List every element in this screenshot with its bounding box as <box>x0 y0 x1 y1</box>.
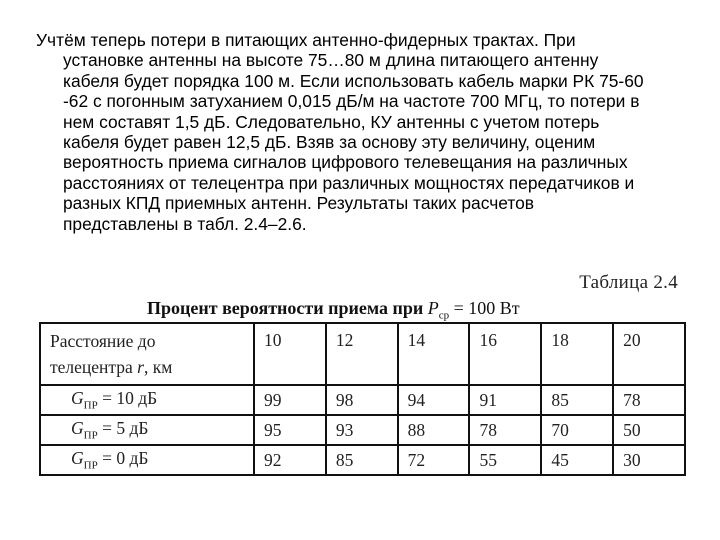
header-label-cell <box>40 323 254 385</box>
row-label-cell <box>40 385 254 415</box>
table-title-symbol: P <box>427 298 439 318</box>
header-label-line2: телецентра <box>50 357 133 377</box>
distance-cell: 16 <box>469 323 541 385</box>
table-title-text: Процент вероятности приема при <box>147 298 424 318</box>
value-cell: 93 <box>326 415 398 445</box>
header-label-unit: , км <box>143 357 173 377</box>
table-header-row <box>40 323 685 385</box>
value-cell: 85 <box>541 385 613 415</box>
distance-cell: 18 <box>541 323 613 385</box>
distance-cell: 10 <box>254 323 326 385</box>
paragraph-line: Учтём теперь потери в питающих антенно-фидерных трактах. При <box>36 30 576 50</box>
row-label-condition: = 5 дБ <box>97 418 149 439</box>
row-label-subscript: ПР <box>83 429 98 442</box>
distance-cell: 12 <box>326 323 398 385</box>
row-label-subscript: ПР <box>83 399 98 412</box>
paragraph-line: представлены в табл. 2.4–2.6. <box>63 213 307 234</box>
value-cell: 70 <box>541 415 613 445</box>
row-label-cell <box>40 445 254 475</box>
value-cell: 95 <box>254 415 326 445</box>
value-cell: 78 <box>469 415 541 445</box>
paragraph-line: -62 с погонным затуханием 0,015 дБ/м на частоте 700 МГц, то потери в <box>63 91 640 112</box>
paragraph-line: расстояниях от телецентра при различных мощностях передатчиков и <box>63 172 635 193</box>
value-cell: 50 <box>613 415 685 445</box>
header-label-var: r <box>137 357 144 377</box>
paragraph-line: кабеля будет равен 12,5 дБ. Взяв за основу эту величину, оценим <box>63 132 596 153</box>
paragraph-line: установке антенны на высоте 75…80 м длина питающего антенну <box>63 50 599 71</box>
value-cell: 92 <box>254 445 326 475</box>
paragraph-line: вероятность приема сигналов цифрового телевещания на различных <box>63 152 628 173</box>
table-title <box>147 298 520 322</box>
value-cell: 91 <box>469 385 541 415</box>
row-label-subscript: ПР <box>83 459 98 472</box>
value-cell: 55 <box>469 445 541 475</box>
value-cell: 98 <box>326 385 398 415</box>
table-row <box>40 385 685 415</box>
row-label-symbol: G <box>71 388 84 409</box>
row-label-condition: = 10 дБ <box>97 388 158 409</box>
distance-cell: 14 <box>398 323 470 385</box>
table-row <box>40 445 685 475</box>
distance-cell: 20 <box>613 323 685 385</box>
table-title-subscript: ср <box>438 309 450 322</box>
value-cell: 94 <box>398 385 470 415</box>
row-label-symbol: G <box>71 418 84 439</box>
row-label-condition: = 0 дБ <box>97 448 149 469</box>
value-cell: 30 <box>613 445 685 475</box>
value-cell: 72 <box>398 445 470 475</box>
value-cell: 45 <box>541 445 613 475</box>
paragraph-line: разных КПД приемных антенн. Результаты таких расчетов <box>63 193 535 214</box>
value-cell: 99 <box>254 385 326 415</box>
row-label-symbol: G <box>71 448 84 469</box>
table-title-value: = 100 Вт <box>453 298 520 318</box>
table-caption: Таблица 2.4 <box>579 272 678 293</box>
paragraph-line: нем составят 1,5 дБ. Следовательно, КУ антенны с учетом потерь <box>63 111 600 132</box>
table-row <box>40 415 685 445</box>
value-cell: 88 <box>398 415 470 445</box>
value-cell: 85 <box>326 445 398 475</box>
paragraph-line: кабеля будет порядка 100 м. Если использовать кабель марки РК 75-60 <box>63 70 644 91</box>
value-cell: 78 <box>613 385 685 415</box>
body-paragraph <box>36 30 691 234</box>
probability-table <box>39 322 686 476</box>
header-label-line1: Расстояние до <box>50 331 156 351</box>
row-label-cell <box>40 415 254 445</box>
